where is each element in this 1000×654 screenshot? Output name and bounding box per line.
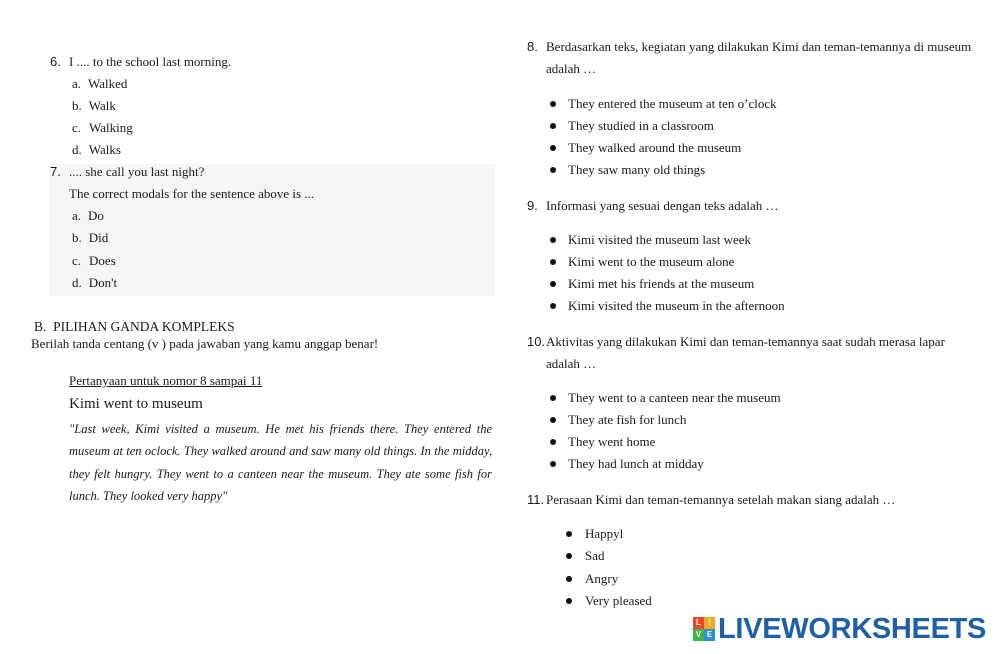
logo-letter: V <box>693 629 704 641</box>
q11-option-4[interactable]: Very pleased <box>585 593 652 608</box>
section-b-instruction: Berilah tanda centang (v ) pada jawaban yang kamu anggap benar! <box>31 336 379 351</box>
q9-option-4[interactable]: Kimi visited the museum in the afternoon <box>568 298 785 313</box>
q10-question-line2: adalah … <box>546 356 597 371</box>
q10-question-line1: Aktivitas yang dilakukan Kimi dan teman-temannya saat sudah merasa lapar <box>546 334 945 349</box>
q10-option-2[interactable]: They ate fish for lunch <box>568 412 687 427</box>
bullet-icon <box>550 303 556 309</box>
bullet-icon <box>566 553 572 559</box>
option-text: Did <box>88 230 109 245</box>
q11-option-1[interactable]: Happyl <box>585 526 624 541</box>
q7-option-b[interactable] <box>72 230 108 246</box>
option-letter: c. <box>72 120 82 135</box>
bullet-icon <box>550 439 556 445</box>
q8-number: 8. <box>527 39 538 54</box>
liveworksheets-logo[interactable] <box>693 613 987 645</box>
bullet-icon <box>550 259 556 265</box>
logo-letter: I <box>704 617 715 629</box>
logo-letter: E <box>704 629 715 641</box>
q7-option-d[interactable] <box>72 275 117 291</box>
q6-option-b[interactable] <box>72 98 116 114</box>
bullet-icon <box>566 598 572 604</box>
q10-option-4[interactable]: They had lunch at midday <box>568 456 704 471</box>
q7-instruction: The correct modals for the sentence above is ... <box>69 186 315 201</box>
q8-option-4[interactable]: They saw many old things <box>568 162 706 177</box>
option-text: Don't <box>88 275 118 290</box>
q6-number: 6. <box>50 54 61 69</box>
q6-question: I .... to the school last morning. <box>69 54 232 69</box>
logo-wordmark: LIVEWORKSHEETS <box>718 613 987 645</box>
q7-question: .... she call you last night? <box>69 164 205 179</box>
q11-option-2[interactable]: Sad <box>585 548 605 563</box>
option-letter: a. <box>72 76 82 91</box>
option-text: Walk <box>88 98 116 113</box>
q9-option-1[interactable]: Kimi visited the museum last week <box>568 232 752 247</box>
bullet-icon <box>550 237 556 243</box>
option-letter: c. <box>72 253 82 268</box>
q7-option-a[interactable] <box>72 208 104 224</box>
story-title: Kimi went to museum <box>69 396 203 412</box>
q9-option-2[interactable]: Kimi went to the museum alone <box>568 254 735 269</box>
q11-option-3[interactable]: Angry <box>585 571 619 586</box>
logo-mark-icon <box>693 617 715 641</box>
q8-option-2[interactable]: They studied in a classroom <box>568 118 714 133</box>
logo-letter: L <box>693 617 704 629</box>
option-text: Walking <box>89 120 133 135</box>
option-letter: d. <box>72 142 82 157</box>
bullet-icon <box>550 101 556 107</box>
option-text: Do <box>88 208 104 223</box>
q9-number: 9. <box>527 198 538 213</box>
option-text: Does <box>89 253 116 268</box>
bullet-icon <box>550 167 556 173</box>
q6-option-a[interactable] <box>72 76 127 92</box>
story-passage: "Last week, Kimi visited a museum. He met his friends there. They entered the museum at ten oclock. They walked around and saw many old things. In the midday, they felt hungry. They went to a canteen near the museum. They ate some fish for lunch. They looked very happy" <box>69 422 492 503</box>
option-letter: a. <box>72 208 82 223</box>
bullet-icon <box>550 145 556 151</box>
option-letter: d. <box>72 275 82 290</box>
q6-option-d[interactable] <box>72 142 121 158</box>
option-letter: b. <box>72 98 82 113</box>
q7-number: 7. <box>50 164 61 179</box>
q8-option-1[interactable]: They entered the museum at ten o’clock <box>568 96 777 111</box>
q6-option-c[interactable] <box>72 120 133 136</box>
bullet-icon <box>550 417 556 423</box>
bullet-icon <box>566 531 572 537</box>
q8-option-3[interactable]: They walked around the museum <box>568 140 742 155</box>
section-b-heading: B. PILIHAN GANDA KOMPLEKS <box>34 319 235 334</box>
q8-question-line1: Berdasarkan teks, kegiatan yang dilakukan Kimi dan teman-temannya di museum <box>546 39 972 54</box>
q8-question-line2: adalah … <box>546 61 597 76</box>
q9-option-3[interactable]: Kimi met his friends at the museum <box>568 276 755 291</box>
q7-option-c[interactable] <box>72 253 116 269</box>
q10-number: 10. <box>527 334 546 349</box>
passage-reference: Pertanyaan untuk nomor 8 sampai 11 <box>69 373 263 388</box>
bullet-icon <box>550 461 556 467</box>
q11-number: 11. <box>527 492 545 507</box>
option-text: Walks <box>88 142 121 157</box>
bullet-icon <box>550 395 556 401</box>
option-letter: b. <box>72 230 82 245</box>
q10-option-3[interactable]: They went home <box>568 434 656 449</box>
q9-question: Informasi yang sesuai dengan teks adalah … <box>546 198 779 213</box>
bullet-icon <box>566 576 572 582</box>
bullet-icon <box>550 123 556 129</box>
q10-option-1[interactable]: They went to a canteen near the museum <box>568 390 781 405</box>
q11-question: Perasaan Kimi dan teman-temannya setelah makan siang adalah … <box>546 492 896 507</box>
bullet-icon <box>550 281 556 287</box>
option-text: Walked <box>88 76 128 91</box>
